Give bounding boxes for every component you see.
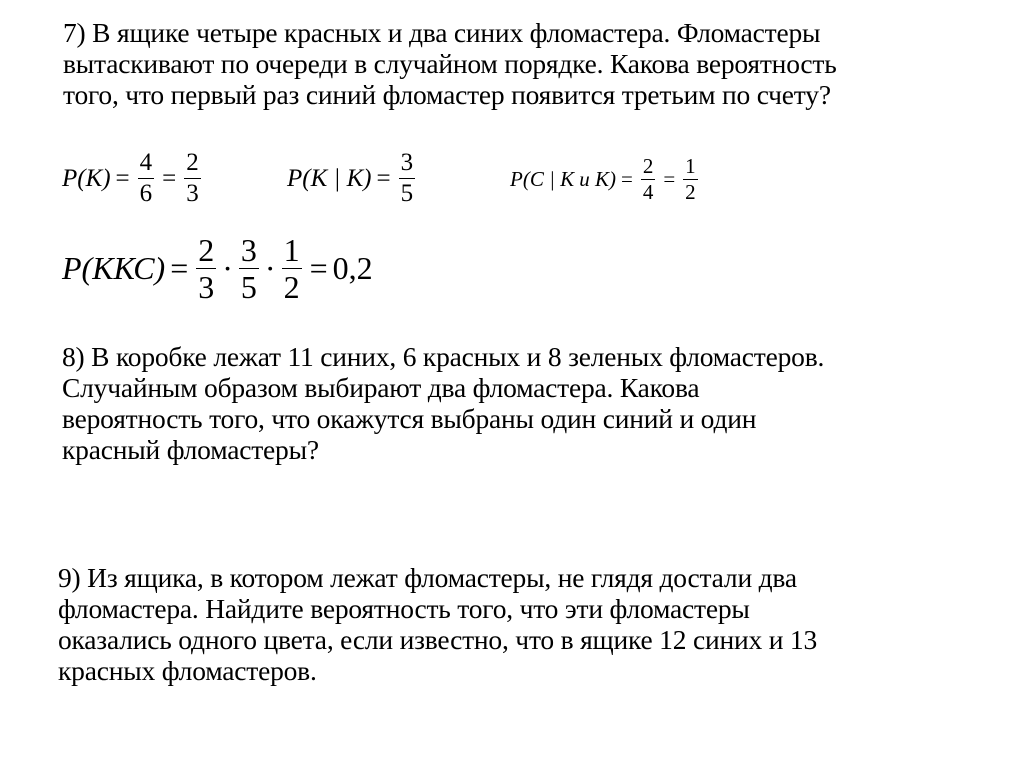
multiply-dot: · [264, 250, 276, 286]
denominator: 5 [240, 269, 257, 305]
fraction [138, 148, 155, 209]
numerator: 2 [198, 232, 215, 268]
fraction [641, 154, 656, 205]
equals-sign: = [376, 164, 391, 192]
fraction [196, 232, 216, 305]
text-line: того, что первый раз синий фломастер появится третьим по счету? [63, 79, 831, 110]
numerator: 1 [283, 232, 300, 268]
multiply-dot: · [222, 250, 233, 286]
formula-lhs: P(К | К) [287, 164, 372, 192]
text-line: 8) В коробке лежат 11 синих, 6 красных и 8 зеленых фломастеров. [62, 341, 825, 372]
numerator: 3 [240, 232, 257, 268]
denominator: 5 [400, 180, 414, 207]
numerator: 2 [642, 154, 654, 178]
fraction [399, 148, 416, 209]
formula-lhs: P(К) [62, 164, 111, 192]
problem-7-text [63, 17, 837, 110]
formula-p-c-given-kk [510, 154, 701, 205]
denominator: 4 [642, 180, 654, 204]
equals-sign: = [309, 250, 328, 286]
text-line: 9) Из ящика, в котором лежат фломастеры, не глядя достали два [58, 562, 797, 593]
text-line: вытаскивают по очереди в случайном порядке. Какова вероятность [63, 48, 837, 79]
equals-sign: = [162, 164, 177, 192]
problem-8-text [62, 341, 824, 465]
formula-p-k [62, 148, 204, 209]
formula-p-kkc [62, 232, 373, 305]
denominator: 2 [685, 180, 696, 204]
fraction [683, 154, 698, 205]
equals-sign: = [663, 167, 676, 191]
text-line: Случайным образом выбирают два фломастера. Какова [62, 372, 700, 403]
text-line: красных фломастеров. [58, 655, 317, 686]
denominator: 2 [283, 269, 300, 305]
fraction [184, 148, 201, 209]
fraction [239, 232, 259, 305]
equals-sign: = [620, 167, 633, 191]
formula-lhs: P(C | К и К) [510, 167, 616, 191]
denominator: 3 [198, 269, 215, 305]
numerator: 2 [186, 149, 199, 176]
formula-p-k-given-k [287, 148, 418, 209]
problem-9-text [58, 562, 817, 686]
text-line: фломастера. Найдите вероятность того, что эти фломастеры [58, 593, 750, 624]
equals-sign: = [170, 250, 189, 286]
numerator: 3 [400, 149, 414, 176]
text-line: красный фломастеры? [62, 434, 319, 465]
text-line: 7) В ящике четыре красных и два синих фломастера. Фломастеры [63, 17, 821, 48]
formula-result: 0,2 [332, 250, 373, 286]
formula-lhs: P(ККС) [62, 250, 166, 286]
denominator: 6 [139, 180, 153, 207]
equals-sign: = [115, 164, 130, 192]
fraction [282, 232, 302, 305]
text-line: вероятность того, что окажутся выбраны один синий и один [62, 403, 757, 434]
text-line: оказались одного цвета, если известно, что в ящике 12 синих и 13 [58, 624, 818, 655]
numerator: 4 [139, 149, 153, 176]
denominator: 3 [186, 180, 199, 207]
numerator: 1 [685, 154, 696, 178]
